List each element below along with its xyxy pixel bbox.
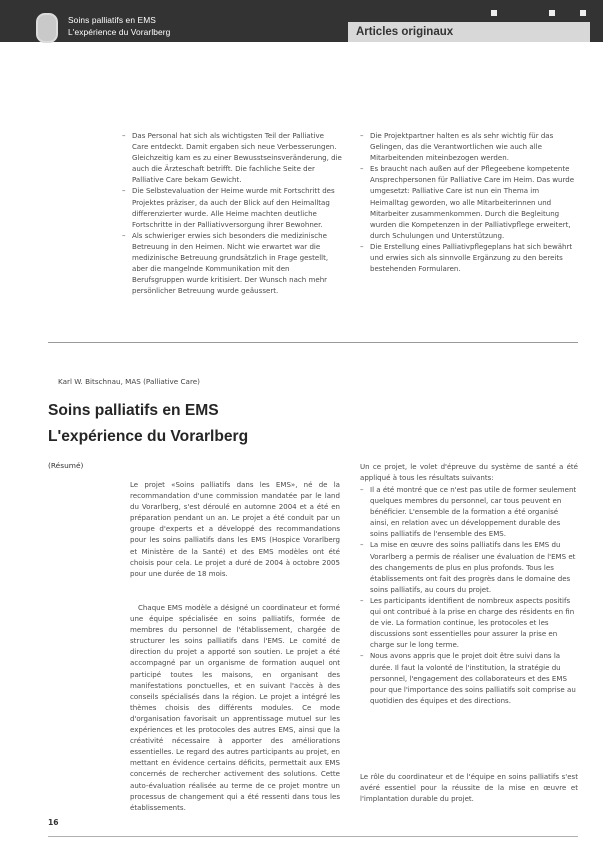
summary-label: (Résumé) [48,461,84,470]
list-item: – Les participants identifient de nombreux aspects positifs qui ont contribué à la prise en charge des résidents en fin de vie. La formation continue, les protocoles et les discussions sont essentielles pour assurer la prise en charge sur le long terme. [360,595,578,650]
top-left-bullet-list [122,130,342,296]
list-item: – Das Personal hat sich als wichtigsten Teil der Palliative Care entdeckt. Damit ergaben sich neue Verbesserungen. Gleichzeitig kam es zu einer Bewusstseinsveränderung, die auch die Ärzteschaft betrifft. Die fachliche Seite der Palliative Care bekam Gewicht. [122,130,342,185]
article-author: Karl W. Bitschnau, MAS (Palliative Care) [58,377,200,386]
list-item: – Die Selbstevaluation der Heime wurde mit Fortschritt des Projektes präziser, da auch der Blick auf den Heimalltag differenzierter wurde. Alle Heime machten deutliche Fortschritte in der Palliativversorgung ihrer Bewohner. [122,185,342,229]
page-number: 16 [48,818,59,827]
right-intro-paragraph: Un ce projet, le volet d'épreuve du système de santé a été appliqué à tous les résultats suivants: [360,462,578,483]
closing-paragraph: Le rôle du coordinateur et de l'équipe en soins palliatifs s'est avéré essentiel pour la réussite de la mise en œuvre et l'implantation durable du projet. [360,772,578,804]
list-item: – Als schwieriger erwies sich besonders die medizinische Betreuung in den Heimen. Nicht wie erwartet war die medizinische Betreuung grundsätzlich in Frage gestellt, aber die mangelnde Kommunikation mit den Berufsgruppen wurde kritisiert. Der Wunsch nach mehr persönlicher Betreuung wurde geäussert. [122,230,342,297]
header-bar [0,0,603,42]
header-title-line-2: L'expérience du Vorarlberg [68,27,171,37]
body-paragraph: Chaque EMS modèle a désigné un coordinateur et formé une équipe spécialisée en soins palliatifs, formée de membres du personnel de l'établissement, chargée de structurer les soins palliatifs dans l'EMS. Le comité de direction du projet a apporté son soutien. Le projet a été accompagné par un organisme de formation auquel ont participé toutes les maisons, en organisant des manifestations ponctuelles, et en suivant l'accès à des conseils spécialisés dans la région. Le projet a intégré les thèmes choisis des différents modules. Ce mode d'organisation favorisait un apprentissage mutuel sur les expériences et les protocoles des autres EMS, ainsi que la créativité nécessaire à apporter des améliorations essentielles. Le regard des autres participants au projet, en mettant en évidence certains déficits, permettait aux EMS concernés de rechercher activement des solutions. Cette auto-évaluation réalisée au terme de ce projet montre un processus de changement qui a été ressenti dans tous les établissements. [130,603,340,812]
bottom-right-bullet-list [360,484,578,706]
list-item: – Il a été montré que ce n'est pas utile de former seulement quelques membres du personnel, car tous peuvent en bénéficier. L'ensemble de la formation a été organisé ainsi, en relation avec un développement durable des soins palliatifs de l'ensemble des EMS. [360,484,578,539]
crop-mark-icon [549,10,555,16]
list-item: – Die Erstellung eines Palliativpflegeplans hat sich bewährt und erwies sich als sinnvolle Ergänzung zu den bereits bestehenden Formularen. [360,241,578,274]
article-title-line-2: L'expérience du Vorarlberg [48,428,249,445]
article-title-line-1: Soins palliatifs en EMS [48,402,219,419]
crop-mark-icon [580,10,586,16]
footer-divider [48,836,578,837]
list-item: – Nous avons appris que le projet doit être suivi dans la durée. Il faut la volonté de l'institution, la stratégie du personnel, l'engagement des collaborateurs et des EMS pour que l'importance des soins palliatifs soit comprise au quotidien des équipes et des directions. [360,650,578,705]
thumb-tab-icon [36,13,58,43]
top-right-bullet-list [360,130,578,274]
section-divider [48,342,578,343]
list-item: – La mise en œuvre des soins palliatifs dans les EMS du Vorarlberg a permis de réaliser une évaluation de l'EMS et des changements de plus en plus profonds. Tous les établissements ont fait des progrès dans le domaine des soins palliatifs, au cours du projet. [360,539,578,594]
section-label: Articles originaux [348,22,590,42]
header-title-line-1: Soins palliatifs en EMS [68,15,156,25]
body-paragraph: Le projet «Soins palliatifs dans les EMS», né de la recommandation d'une commission mandatée par le land du Vorarlberg, s'est déroulé en automne 2004 et a été en préparation pendant un an. Le projet a été conduit par un groupe d'experts et a développé des recommandations pour les soins palliatifs dans les EMS (Hospice Vorarlberg et Ministère de la Santé) et des EMS modèles ont été choisis pour cela. Le projet a duré de 2004 à octobre 2005 pour une durée de 18 mois. [130,480,340,578]
list-item: – Es braucht nach außen auf der Pflegeebene kompetente Ansprechpersonen für Palliative Care im Heim. Das wurde umgesetzt: Palliative Care ist nun ein Thema im Heimalltag geworden, wo alle Mitarbeiterinnen und Mitarbeiter zusammenkommen. Durch die Begleitung wurden die Kompetenzen in der Palliativpflege erweitert, durch Schulungen und Unterstützung. [360,163,578,241]
list-item: – Die Projektpartner halten es als sehr wichtig für das Gelingen, das die Verantwortlichen wie auch alle Mitarbeitenden miteinbezogen werden. [360,130,578,163]
crop-mark-icon [491,10,497,16]
